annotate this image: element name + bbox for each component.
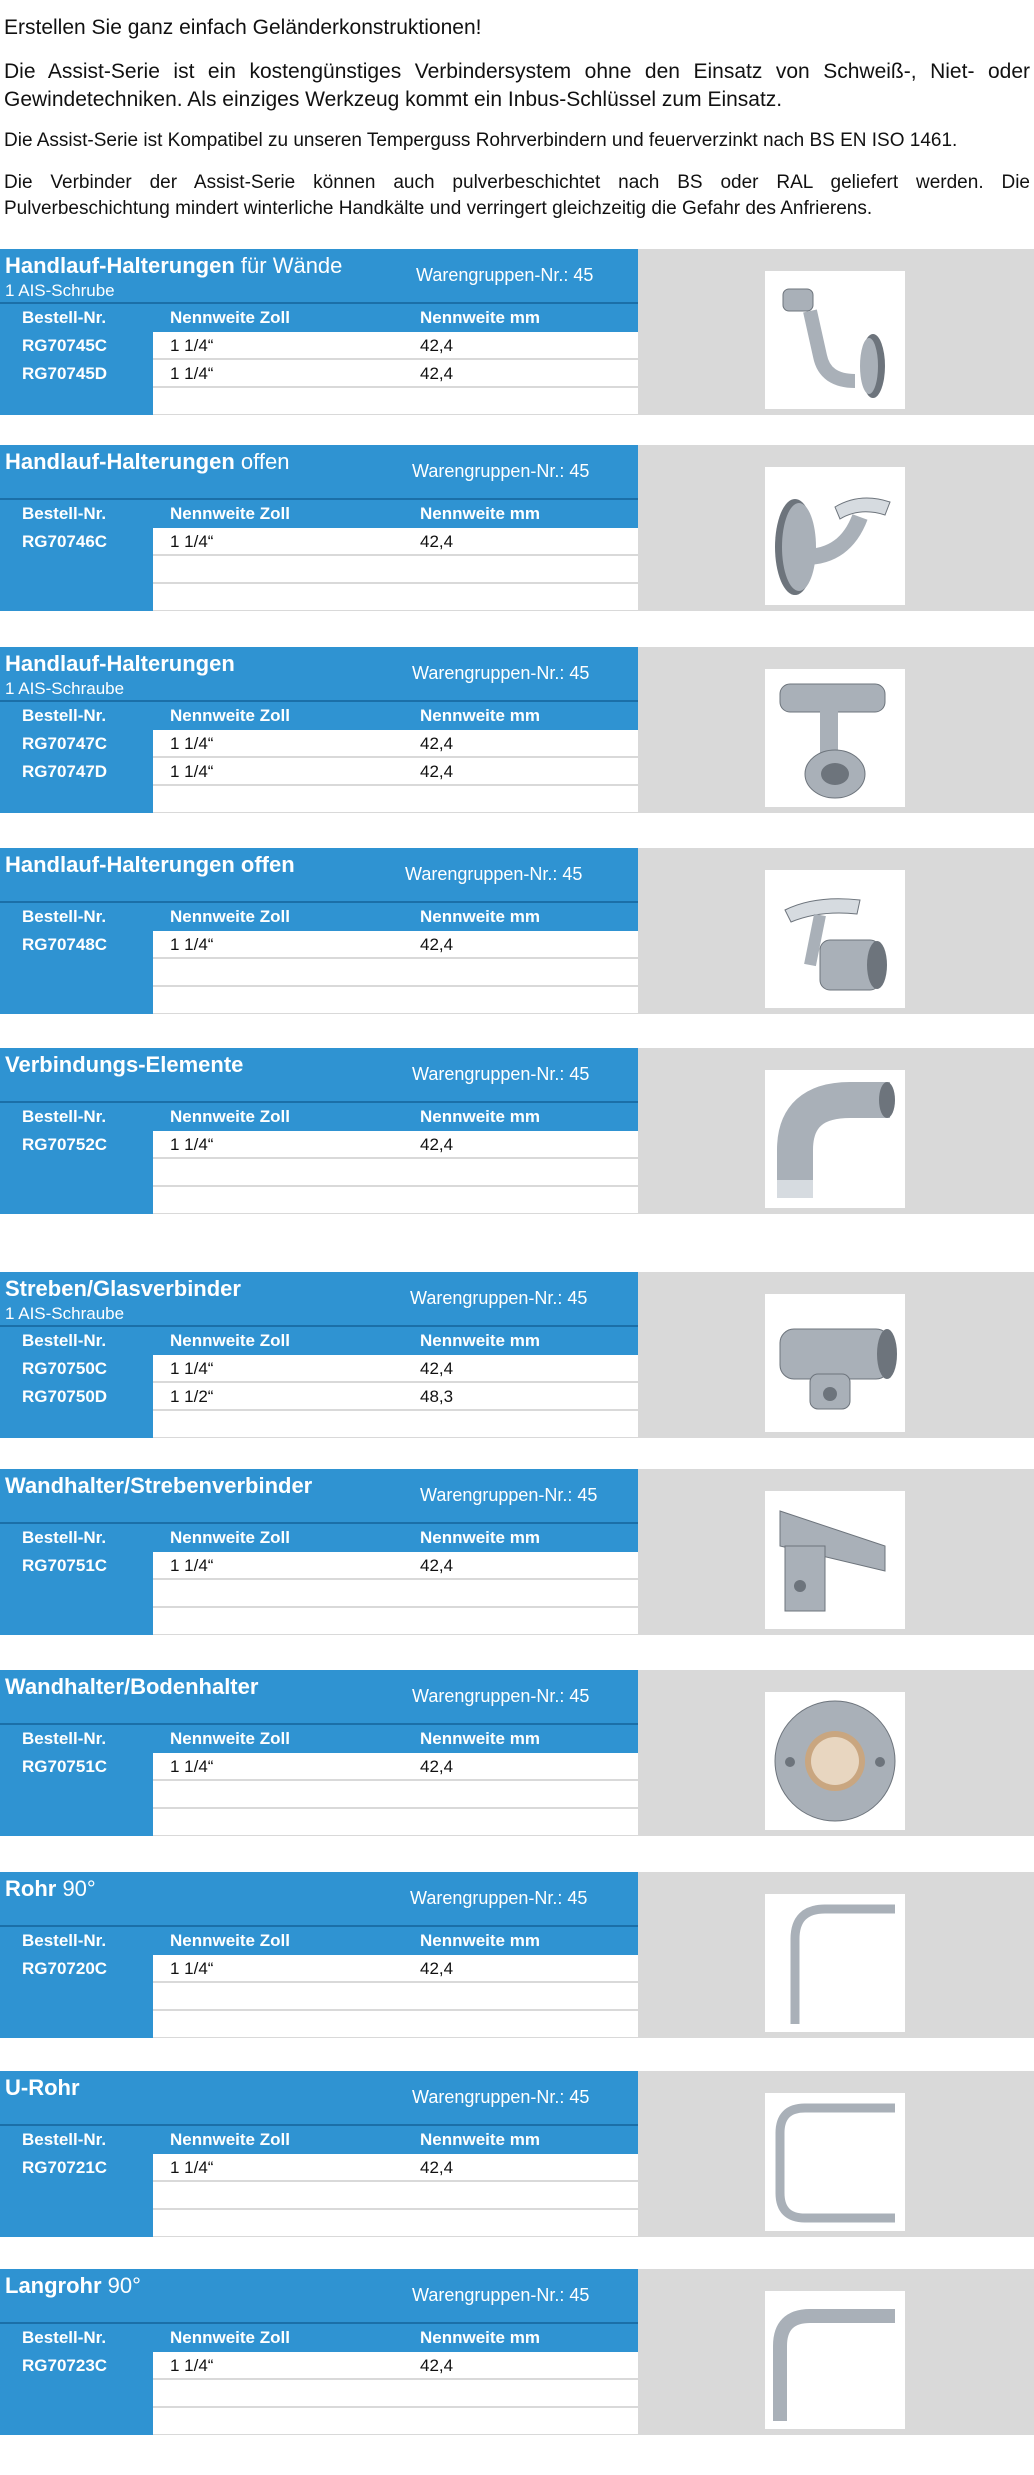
product-image	[765, 1692, 905, 1830]
cell-nr: RG70750C	[22, 1359, 108, 1378]
column-header-row	[0, 700, 638, 730]
table-row-empty	[0, 1411, 638, 1439]
product-section	[0, 249, 1034, 415]
cell-mm: 42,4	[420, 2158, 454, 2177]
u-pipe-icon	[765, 2093, 905, 2231]
column-header-zoll: Nennweite Zoll	[170, 2130, 290, 2149]
column-header-zoll: Nennweite Zoll	[170, 1331, 290, 1350]
product-section	[0, 2269, 1034, 2435]
column-header-bestell: Bestell-Nr.	[22, 2328, 107, 2347]
cell-zoll: 1 1/4“	[170, 2356, 214, 2375]
cell-nr: RG70747C	[22, 734, 108, 753]
table-row-empty	[0, 1608, 638, 1636]
column-header-mm: Nennweite mm	[420, 1331, 540, 1350]
warengruppe-label: Warengruppen-Nr.: 45	[412, 2285, 590, 2305]
table-row-empty	[0, 2182, 638, 2210]
table-row	[0, 931, 638, 959]
cell-nr: RG70751C	[22, 1556, 108, 1575]
section-subtitle: 1 AIS-Schrube	[5, 281, 115, 300]
column-header-bestell: Bestell-Nr.	[22, 1107, 107, 1126]
column-header-mm: Nennweite mm	[420, 706, 540, 725]
intro-headline: Erstellen Sie ganz einfach Geländerkonstruktionen!	[4, 16, 482, 39]
cell-mm: 42,4	[420, 762, 454, 781]
table-row	[0, 1552, 638, 1580]
section-title	[5, 1876, 96, 1902]
warengruppe-label: Warengruppen-Nr.: 45	[420, 1485, 598, 1505]
column-header-bestell: Bestell-Nr.	[22, 907, 107, 926]
table-row-empty	[0, 584, 638, 612]
cell-zoll: 1 1/4“	[170, 532, 214, 551]
product-image	[765, 2093, 905, 2231]
cell-zoll: 1 1/4“	[170, 2158, 214, 2177]
column-header-row	[0, 302, 638, 332]
section-title-main: Langrohr	[5, 2273, 102, 2298]
column-header-zoll: Nennweite Zoll	[170, 2328, 290, 2347]
handrail-bracket-wall-icon	[765, 271, 905, 409]
column-header-row	[0, 2124, 638, 2154]
section-subtitle: 1 AIS-Schraube	[5, 679, 125, 698]
column-header-row	[0, 901, 638, 931]
cell-nr: RG70721C	[22, 2158, 108, 2177]
section-header	[0, 445, 638, 498]
table-row-empty	[0, 556, 638, 584]
column-header-mm: Nennweite mm	[420, 2130, 540, 2149]
warengruppe-label: Warengruppen-Nr.: 45	[405, 864, 583, 884]
section-title-suffix: 90°	[56, 1876, 96, 1901]
section-title-main: Handlauf-Halterungen	[5, 253, 235, 278]
section-title-main: Rohr	[5, 1876, 57, 1901]
section-title	[5, 449, 289, 475]
intro-paragraph-3: Die Verbinder der Assist-Serie können auch pulverbeschichtet nach BS oder RAL geliefert werden. Die Pulverbeschichtung mindert winterliche Handkälte und verringert gleichzeitig die Gefahr des Anfrierens.	[4, 172, 1030, 219]
section-title	[5, 1473, 312, 1499]
column-header-mm: Nennweite mm	[420, 2328, 540, 2347]
product-section	[0, 445, 1034, 611]
column-header-bestell: Bestell-Nr.	[22, 2130, 107, 2149]
table-row-empty	[0, 2380, 638, 2408]
cell-mm: 42,4	[420, 336, 454, 355]
section-title-main: Verbindungs-Elemente	[5, 1052, 244, 1077]
cell-nr: RG70747D	[22, 762, 108, 781]
column-header-mm: Nennweite mm	[420, 907, 540, 926]
section-title-suffix: offen	[234, 449, 290, 474]
cell-zoll: 1 1/4“	[170, 1359, 214, 1378]
warengruppe-label: Warengruppen-Nr.: 45	[412, 1064, 590, 1084]
column-header-row	[0, 1723, 638, 1753]
elbow-connector-icon	[765, 1070, 905, 1208]
product-section	[0, 1469, 1034, 1635]
column-header-row	[0, 1101, 638, 1131]
product-image	[765, 1894, 905, 2032]
column-header-zoll: Nennweite Zoll	[170, 308, 290, 327]
table-row	[0, 528, 638, 556]
table-row	[0, 2154, 638, 2182]
section-header	[0, 2269, 638, 2322]
table-row	[0, 730, 638, 758]
cell-mm: 42,4	[420, 1359, 454, 1378]
cell-nr: RG70746C	[22, 532, 108, 551]
table-row	[0, 1383, 638, 1411]
section-title	[5, 2273, 141, 2299]
section-title	[5, 253, 342, 279]
section-title-suffix: für Wände	[234, 253, 343, 278]
product-image	[765, 1491, 905, 1629]
cell-zoll: 1 1/2“	[170, 1387, 214, 1406]
product-section	[0, 647, 1034, 813]
warengruppe-label: Warengruppen-Nr.: 45	[412, 461, 590, 481]
column-header-bestell: Bestell-Nr.	[22, 1931, 107, 1950]
product-image	[765, 467, 905, 605]
section-header	[0, 2071, 638, 2124]
section-title-main: Streben/Glasverbinder	[5, 1276, 241, 1301]
table-row-empty	[0, 1159, 638, 1187]
product-section	[0, 1048, 1034, 1214]
cell-mm: 42,4	[420, 2356, 454, 2375]
column-header-mm: Nennweite mm	[420, 308, 540, 327]
section-title-main: U-Rohr	[5, 2075, 80, 2100]
table-row-empty	[0, 1809, 638, 1837]
table-row-empty	[0, 959, 638, 987]
table-row-empty	[0, 2210, 638, 2238]
section-title-main: Wandhalter/Strebenverbinder	[5, 1473, 313, 1498]
column-header-zoll: Nennweite Zoll	[170, 1931, 290, 1950]
table-row	[0, 2352, 638, 2380]
section-header	[0, 1469, 638, 1522]
wall-bracket-strut-icon	[765, 1491, 905, 1629]
section-title-main: Wandhalter/Bodenhalter	[5, 1674, 259, 1699]
section-title	[5, 1052, 243, 1078]
product-section	[0, 848, 1034, 1014]
section-header	[0, 647, 638, 700]
product-image	[765, 669, 905, 807]
warengruppe-label: Warengruppen-Nr.: 45	[412, 1686, 590, 1706]
cell-mm: 48,3	[420, 1387, 454, 1406]
cell-zoll: 1 1/4“	[170, 935, 214, 954]
cell-mm: 42,4	[420, 1556, 454, 1575]
table-row	[0, 1355, 638, 1383]
warengruppe-label: Warengruppen-Nr.: 45	[412, 663, 590, 683]
table-row-empty	[0, 1187, 638, 1215]
column-header-zoll: Nennweite Zoll	[170, 504, 290, 523]
column-header-zoll: Nennweite Zoll	[170, 1528, 290, 1547]
product-section	[0, 1272, 1034, 1438]
section-subtitle: 1 AIS-Schraube	[5, 1304, 125, 1323]
handrail-bracket-open-plate-icon	[765, 467, 905, 605]
warengruppe-label: Warengruppen-Nr.: 45	[410, 1888, 588, 1908]
floor-flange-icon	[765, 1692, 905, 1830]
section-header	[0, 249, 638, 302]
table-row	[0, 1131, 638, 1159]
column-header-row	[0, 1325, 638, 1355]
section-title-main: Handlauf-Halterungen	[5, 651, 235, 676]
cell-nr: RG70745C	[22, 336, 108, 355]
column-header-bestell: Bestell-Nr.	[22, 1729, 107, 1748]
column-header-mm: Nennweite mm	[420, 1931, 540, 1950]
column-header-row	[0, 1925, 638, 1955]
cell-zoll: 1 1/4“	[170, 1135, 214, 1154]
column-header-bestell: Bestell-Nr.	[22, 308, 107, 327]
table-row-empty	[0, 388, 638, 416]
column-header-mm: Nennweite mm	[420, 1729, 540, 1748]
cell-mm: 42,4	[420, 734, 454, 753]
cell-zoll: 1 1/4“	[170, 336, 214, 355]
handrail-bracket-tee-icon	[765, 669, 905, 807]
section-title	[5, 852, 295, 878]
table-row	[0, 1955, 638, 1983]
product-image	[765, 1070, 905, 1208]
cell-mm: 42,4	[420, 364, 454, 383]
table-row-empty	[0, 2408, 638, 2436]
warengruppe-label: Warengruppen-Nr.: 45	[412, 2087, 590, 2107]
product-image	[765, 271, 905, 409]
cell-mm: 42,4	[420, 1757, 454, 1776]
cell-zoll: 1 1/4“	[170, 1556, 214, 1575]
warengruppe-label: Warengruppen-Nr.: 45	[416, 265, 594, 285]
column-header-zoll: Nennweite Zoll	[170, 1729, 290, 1748]
cell-zoll: 1 1/4“	[170, 734, 214, 753]
warengruppe-label: Warengruppen-Nr.: 45	[410, 1288, 588, 1308]
column-header-zoll: Nennweite Zoll	[170, 1107, 290, 1126]
cell-mm: 42,4	[420, 1959, 454, 1978]
strut-glass-connector-icon	[765, 1294, 905, 1432]
section-title-main: Handlauf-Halterungen	[5, 449, 235, 474]
table-row-empty	[0, 1580, 638, 1608]
column-header-row	[0, 498, 638, 528]
section-header	[0, 1048, 638, 1101]
column-header-bestell: Bestell-Nr.	[22, 706, 107, 725]
table-row-empty	[0, 786, 638, 814]
cell-mm: 42,4	[420, 532, 454, 551]
section-header	[0, 1872, 638, 1925]
section-header	[0, 848, 638, 901]
column-header-row	[0, 2322, 638, 2352]
section-header	[0, 1272, 638, 1325]
section-header	[0, 1670, 638, 1723]
intro-paragraph-2: Die Assist-Serie ist Kompatibel zu unseren Temperguss Rohrverbindern und feuerverzinkt nach BS EN ISO 1461.	[4, 130, 958, 151]
section-title-suffix: 90°	[101, 2273, 141, 2298]
cell-nr: RG70745D	[22, 364, 108, 383]
section-title	[5, 651, 235, 677]
column-header-zoll: Nennweite Zoll	[170, 706, 290, 725]
product-section	[0, 1872, 1034, 2038]
cell-nr: RG70748C	[22, 935, 108, 954]
cell-nr: RG70750D	[22, 1387, 108, 1406]
product-image	[765, 1294, 905, 1432]
long-pipe-90-icon	[765, 2291, 905, 2429]
column-header-row	[0, 1522, 638, 1552]
table-row	[0, 1753, 638, 1781]
column-header-zoll: Nennweite Zoll	[170, 907, 290, 926]
table-row	[0, 360, 638, 388]
section-title	[5, 1276, 241, 1302]
product-image	[765, 870, 905, 1008]
cell-nr: RG70723C	[22, 2356, 108, 2375]
cell-mm: 42,4	[420, 935, 454, 954]
handrail-bracket-open-socket-icon	[765, 870, 905, 1008]
product-image	[765, 2291, 905, 2429]
table-row	[0, 758, 638, 786]
cell-zoll: 1 1/4“	[170, 364, 214, 383]
section-title-main: Handlauf-Halterungen offen	[5, 852, 295, 877]
column-header-bestell: Bestell-Nr.	[22, 1528, 107, 1547]
column-header-bestell: Bestell-Nr.	[22, 504, 107, 523]
product-section	[0, 2071, 1034, 2237]
cell-zoll: 1 1/4“	[170, 1757, 214, 1776]
column-header-mm: Nennweite mm	[420, 1528, 540, 1547]
cell-nr: RG70752C	[22, 1135, 108, 1154]
table-row	[0, 332, 638, 360]
column-header-bestell: Bestell-Nr.	[22, 1331, 107, 1350]
cell-nr: RG70751C	[22, 1757, 108, 1776]
table-row-empty	[0, 1781, 638, 1809]
cell-nr: RG70720C	[22, 1959, 108, 1978]
table-row-empty	[0, 2011, 638, 2039]
table-row-empty	[0, 1983, 638, 2011]
section-title	[5, 2075, 80, 2101]
table-row-empty	[0, 987, 638, 1015]
section-title	[5, 1674, 258, 1700]
cell-zoll: 1 1/4“	[170, 762, 214, 781]
pipe-90-icon	[765, 1894, 905, 2032]
column-header-mm: Nennweite mm	[420, 504, 540, 523]
product-section	[0, 1670, 1034, 1836]
cell-mm: 42,4	[420, 1135, 454, 1154]
intro-paragraph-1: Die Assist-Serie ist ein kostengünstiges Verbindersystem ohne den Einsatz von Schweiß-, Niet- oder Gewindetechniken. Als einziges Werkzeug kommt ein Inbus-Schlüssel zum Einsatz.	[4, 60, 1030, 111]
cell-zoll: 1 1/4“	[170, 1959, 214, 1978]
column-header-mm: Nennweite mm	[420, 1107, 540, 1126]
